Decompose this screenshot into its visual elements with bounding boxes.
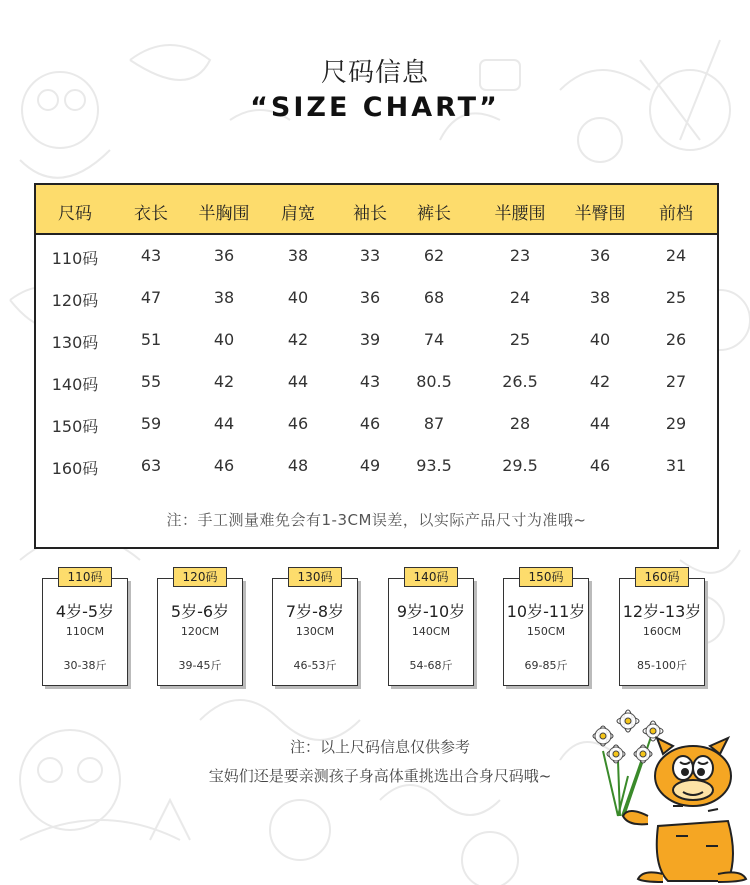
table-cell: 42 xyxy=(213,372,235,391)
table-cell: 51 xyxy=(140,330,162,349)
size-table xyxy=(34,183,719,549)
table-cell: 24 xyxy=(509,288,531,307)
table-cell: 43 xyxy=(359,372,381,391)
size-card xyxy=(42,570,128,686)
page-subtitle: “SIZE CHART” xyxy=(250,92,500,123)
weight-range: 69-85斤 xyxy=(524,659,568,672)
table-cell: 40 xyxy=(213,330,235,349)
table-cell: 93.5 xyxy=(416,456,452,475)
weight-range: 54-68斤 xyxy=(409,659,453,672)
table-cell: 110码 xyxy=(51,249,99,268)
height-value: 140CM xyxy=(411,625,451,638)
garfield-mascot-icon xyxy=(588,706,750,885)
header-cell: 袖长 xyxy=(353,204,387,224)
header-cell: 半胸围 xyxy=(198,204,250,224)
table-cell: 42 xyxy=(287,330,309,349)
table-cell: 140码 xyxy=(51,375,99,394)
age-range: 7岁-8岁 xyxy=(285,602,345,621)
weight-range: 39-45斤 xyxy=(178,659,222,672)
size-card xyxy=(272,570,358,686)
table-cell: 36 xyxy=(359,288,381,307)
age-range: 4岁-5岁 xyxy=(55,602,115,621)
table-cell: 40 xyxy=(287,288,309,307)
table-cell: 80.5 xyxy=(416,372,452,391)
footer-note-line1: 注：以上尺码信息仅供参考 xyxy=(289,738,470,756)
size-cards xyxy=(0,566,750,691)
table-cell: 26 xyxy=(665,330,687,349)
table-cell: 150码 xyxy=(51,417,99,436)
header-cell: 半臀围 xyxy=(574,204,626,224)
size-card xyxy=(388,570,474,686)
weight-range: 46-53斤 xyxy=(293,659,337,672)
table-cell: 25 xyxy=(509,330,531,349)
page-title: 尺码信息 xyxy=(320,58,429,88)
age-range: 10岁-11岁 xyxy=(506,602,586,621)
table-row xyxy=(36,319,717,361)
size-card xyxy=(619,570,705,686)
table-cell: 29 xyxy=(665,414,687,433)
table-cell: 27 xyxy=(665,372,687,391)
header-cell: 肩宽 xyxy=(281,204,315,224)
table-cell: 68 xyxy=(423,288,445,307)
header-cell: 衣长 xyxy=(134,204,168,224)
table-cell: 23 xyxy=(509,246,531,265)
age-range: 12岁-13岁 xyxy=(622,602,702,621)
table-cell: 39 xyxy=(359,330,381,349)
age-range: 5岁-6岁 xyxy=(170,602,230,621)
weight-range: 30-38斤 xyxy=(63,659,107,672)
size-card xyxy=(503,570,589,686)
size-tag: 150码 xyxy=(519,567,573,587)
table-cell: 28 xyxy=(509,414,531,433)
table-cell: 38 xyxy=(287,246,309,265)
table-cell: 42 xyxy=(589,372,611,391)
height-value: 150CM xyxy=(526,625,566,638)
table-row xyxy=(36,277,717,319)
table-cell: 44 xyxy=(589,414,611,433)
table-cell: 38 xyxy=(589,288,611,307)
table-cell: 25 xyxy=(665,288,687,307)
table-cell: 130码 xyxy=(51,333,99,352)
table-cell: 24 xyxy=(665,246,687,265)
table-cell: 29.5 xyxy=(502,456,538,475)
table-cell: 55 xyxy=(140,372,162,391)
table-cell: 47 xyxy=(140,288,162,307)
table-cell: 44 xyxy=(287,372,309,391)
table-row xyxy=(36,361,717,403)
table-cell: 59 xyxy=(140,414,162,433)
size-tag: 110码 xyxy=(58,567,112,587)
size-card xyxy=(157,570,243,686)
height-value: 110CM xyxy=(65,625,105,638)
table-cell: 44 xyxy=(213,414,235,433)
header-cell: 尺码 xyxy=(58,204,92,224)
weight-range: 85-100斤 xyxy=(637,659,687,672)
table-header-row xyxy=(36,185,717,235)
measurement-note: 注：手工测量难免会有1-3CM误差，以实际产品尺寸为准哦~ xyxy=(166,511,587,529)
height-value: 120CM xyxy=(180,625,220,638)
table-cell: 63 xyxy=(140,456,162,475)
table-cell: 160码 xyxy=(51,459,99,478)
height-value: 160CM xyxy=(642,625,682,638)
table-cell: 46 xyxy=(287,414,309,433)
table-row xyxy=(36,235,717,277)
table-cell: 49 xyxy=(359,456,381,475)
table-cell: 74 xyxy=(423,330,445,349)
table-cell: 46 xyxy=(589,456,611,475)
header-cell: 裤长 xyxy=(417,204,451,224)
footer-note-line2: 宝妈们还是要亲测孩子身高体重挑选出合身尺码哦~ xyxy=(208,767,552,785)
table-cell: 33 xyxy=(359,246,381,265)
table-cell: 46 xyxy=(359,414,381,433)
table-cell: 120码 xyxy=(51,291,99,310)
size-tag: 120码 xyxy=(173,567,227,587)
size-tag: 140码 xyxy=(404,567,458,587)
table-cell: 26.5 xyxy=(502,372,538,391)
size-tag: 160码 xyxy=(635,567,689,587)
table-cell: 36 xyxy=(589,246,611,265)
header-cell: 半腰围 xyxy=(494,204,546,224)
table-cell: 62 xyxy=(423,246,445,265)
table-cell: 46 xyxy=(213,456,235,475)
size-tag: 130码 xyxy=(288,567,342,587)
table-row xyxy=(36,445,717,487)
table-cell: 87 xyxy=(423,414,445,433)
table-row xyxy=(36,403,717,445)
header-cell: 前档 xyxy=(659,204,693,224)
table-cell: 43 xyxy=(140,246,162,265)
table-cell: 40 xyxy=(589,330,611,349)
age-range: 9岁-10岁 xyxy=(396,602,466,621)
table-cell: 38 xyxy=(213,288,235,307)
table-cell: 31 xyxy=(665,456,687,475)
table-cell: 36 xyxy=(213,246,235,265)
table-cell: 48 xyxy=(287,456,309,475)
height-value: 130CM xyxy=(295,625,335,638)
